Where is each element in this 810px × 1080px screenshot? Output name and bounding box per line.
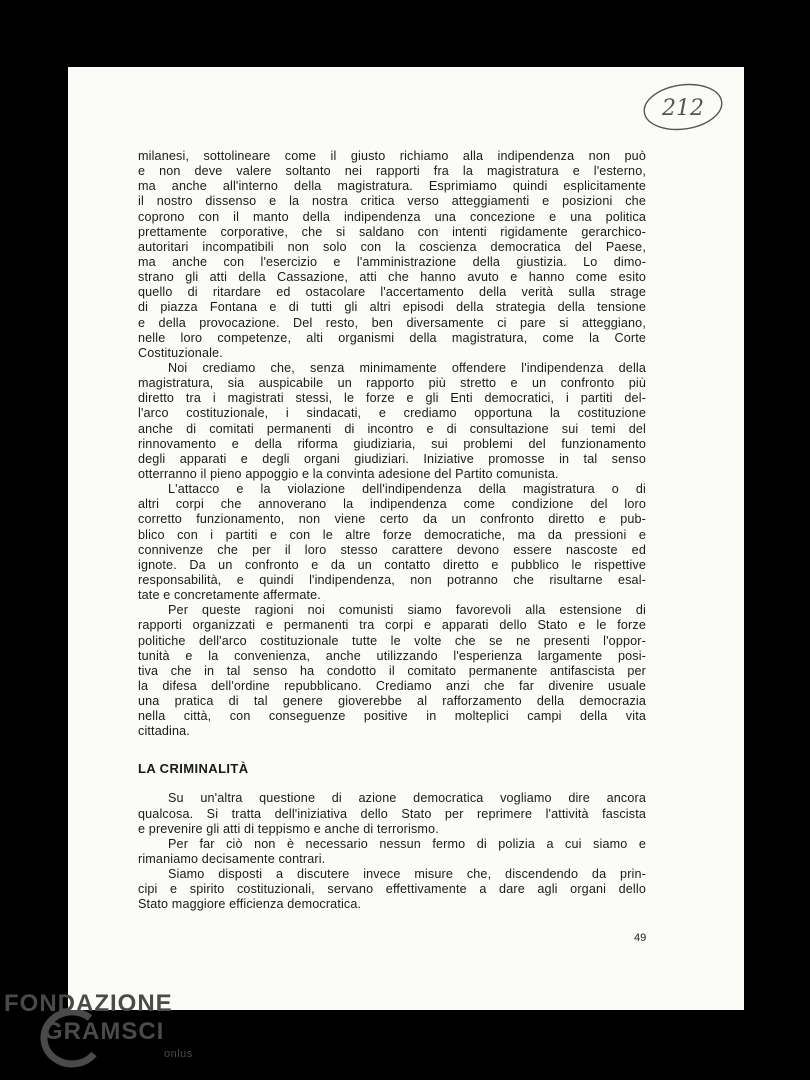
text-line: connivenze che per il loro stesso carattere devono essere nascoste ed xyxy=(138,542,646,557)
text-line: Noi crediamo che, senza minimamente offendere l'indipendenza della xyxy=(168,360,646,375)
text-line: otterranno il pieno appoggio e la convinta adesione del Partito comunista. xyxy=(138,466,559,481)
text-line: blico con i partiti e con le altre forze democratiche, ma da pressioni e xyxy=(138,527,646,542)
text-line: anche di comitati permanenti di incontro e di consultazione sui temi del xyxy=(138,421,646,436)
text-line: coprono con il manto della indipendenza una concezione e una politica xyxy=(138,209,646,224)
text-line: e della provocazione. Del resto, ben diversamente ci pare si atteggiano, xyxy=(138,315,646,330)
text-line: L'attacco e la violazione dell'indipendenza della magistratura o di xyxy=(168,482,646,497)
page-number: 49 xyxy=(634,932,647,944)
text-line: diretto tra i magistrati stessi, le forze e gli Enti democratici, i partiti del- xyxy=(138,391,646,406)
archive-watermark xyxy=(4,990,204,1070)
text-line: una pratica di tal genere gioverebbe al rafforzamento della democrazia xyxy=(138,694,646,709)
text-line: magistratura, sia auspicabile un rapporto più stretto e un confronto più xyxy=(138,376,646,391)
text-line: responsabilità, e quindi l'indipendenza, non potranno che risultarne esal- xyxy=(138,572,646,587)
paragraph xyxy=(138,482,646,603)
text-line: altri corpi che annoverano la indipendenza come condizione del loro xyxy=(138,497,646,512)
archive-number-text: 212 xyxy=(662,96,704,121)
text-line: nelle loro competenze, alti organismi della magistratura, come la Corte xyxy=(138,330,646,345)
text-line: Su un'altra questione di azione democratica vogliamo dire ancora xyxy=(168,791,646,806)
paragraphs-top xyxy=(138,149,646,739)
text-line: Stato maggiore efficienza democratica. xyxy=(138,897,362,912)
text-line: quello di ritardare ed ostacolare l'accertamento della verità sulla strage xyxy=(138,285,646,300)
watermark-line2: GRAMSCI xyxy=(44,1018,165,1045)
paragraph xyxy=(138,837,646,867)
circled-number-mark xyxy=(640,79,726,135)
text-line: ignote. Da un confronto e da un contatto diretto e pubblico le rispettive xyxy=(138,557,646,572)
paragraph xyxy=(138,603,646,739)
text-line: di piazza Fontana e di tutti gli altri episodi della strategia della tensione xyxy=(138,300,646,315)
text-line: cipi e spirito costituzionali, servano effettivamente a dare agli organi dello xyxy=(138,882,646,897)
paragraph xyxy=(138,791,646,836)
text-line: politiche dell'arco costituzionale tutte le volte che se ne presenti l'oppor- xyxy=(138,633,646,648)
text-line: ma anche all'interno della magistratura. Esprimiamo quindi esplicitamente xyxy=(138,179,646,194)
text-line: e prevenire gli atti di teppismo e anche di terrorismo. xyxy=(138,821,439,836)
text-line: qualcosa. Si tratta dell'iniziativa dello Stato per reprimere l'attività fascista xyxy=(138,806,646,821)
text-line: degli apparati e degli organi giudiziari. Iniziative promosse in tal senso xyxy=(138,451,646,466)
text-line: Costituzionale. xyxy=(138,345,223,360)
text-line: l'arco costituzionale, i sindacati, e crediamo opportuna la costituzione xyxy=(138,406,646,421)
text-line: corretto funzionamento, non viene certo da un confronto diretto e pub- xyxy=(138,512,646,527)
text-line: il nostro dissenso e la nostra critica verso atteggiamenti e posizioni che xyxy=(138,194,646,209)
text-line: tate e concretamente affermate. xyxy=(138,588,321,603)
text-line: autoritari incompatibili non solo con la coscienza democratica del Paese, xyxy=(138,239,646,254)
text-line: cittadina. xyxy=(138,724,190,739)
body-text xyxy=(138,149,646,913)
text-line: nella città, con conseguenze positive in molteplici campi della vita xyxy=(138,709,646,724)
paragraph xyxy=(138,361,646,482)
text-line: ma anche con l'esercizio e l'amministrazione della giustizia. Lo dimo- xyxy=(138,254,646,269)
text-line: Per far ciò non è necessario nessun fermo di polizia a cui siamo e xyxy=(168,836,646,851)
section-heading: LA CRIMINALITÀ xyxy=(138,761,249,777)
text-line: Siamo disposti a discutere invece misure che, discendendo da prin- xyxy=(168,867,646,882)
text-line: rinnovamento e della riforma giudiziaria, sui problemi del funzionamento xyxy=(138,436,646,451)
text-line: prettamente corporative, che si saldano con intenti rigidamente gerarchico- xyxy=(138,224,646,239)
text-line: la difesa dell'ordine repubblicano. Crediamo anzi che far divenire usuale xyxy=(138,678,646,693)
watermark-line3: onlus xyxy=(164,1048,193,1060)
document-page xyxy=(68,67,744,1010)
text-line: tiva che in tal senso ha condotto il comitato permanente antifascista per xyxy=(138,663,646,678)
paragraphs-section xyxy=(138,791,646,912)
paragraph xyxy=(138,149,646,361)
paragraph xyxy=(138,867,646,912)
text-line: milanesi, sottolineare come il giusto richiamo alla indipendenza non può xyxy=(138,149,646,163)
text-line: rimaniamo decisamente contrari. xyxy=(138,852,326,867)
watermark-line1: FONDAZIONE xyxy=(4,990,173,1017)
text-line: strano gli atti della Cassazione, atti che hanno avuto e hanno come esito xyxy=(138,270,646,285)
text-line: tunità e la convenienza, anche utilizzando l'esperienza largamente posi- xyxy=(138,648,646,663)
text-line: rapporti organizzati e permanenti tra corpi e apparati dello Stato e le forze xyxy=(138,618,646,633)
text-line: e non deve valere soltanto nei rapporti fra la magistratura e l'esterno, xyxy=(138,164,646,179)
handwritten-archive-number xyxy=(640,79,726,135)
text-line: Per queste ragioni noi comunisti siamo favorevoli alla estensione di xyxy=(168,603,646,618)
